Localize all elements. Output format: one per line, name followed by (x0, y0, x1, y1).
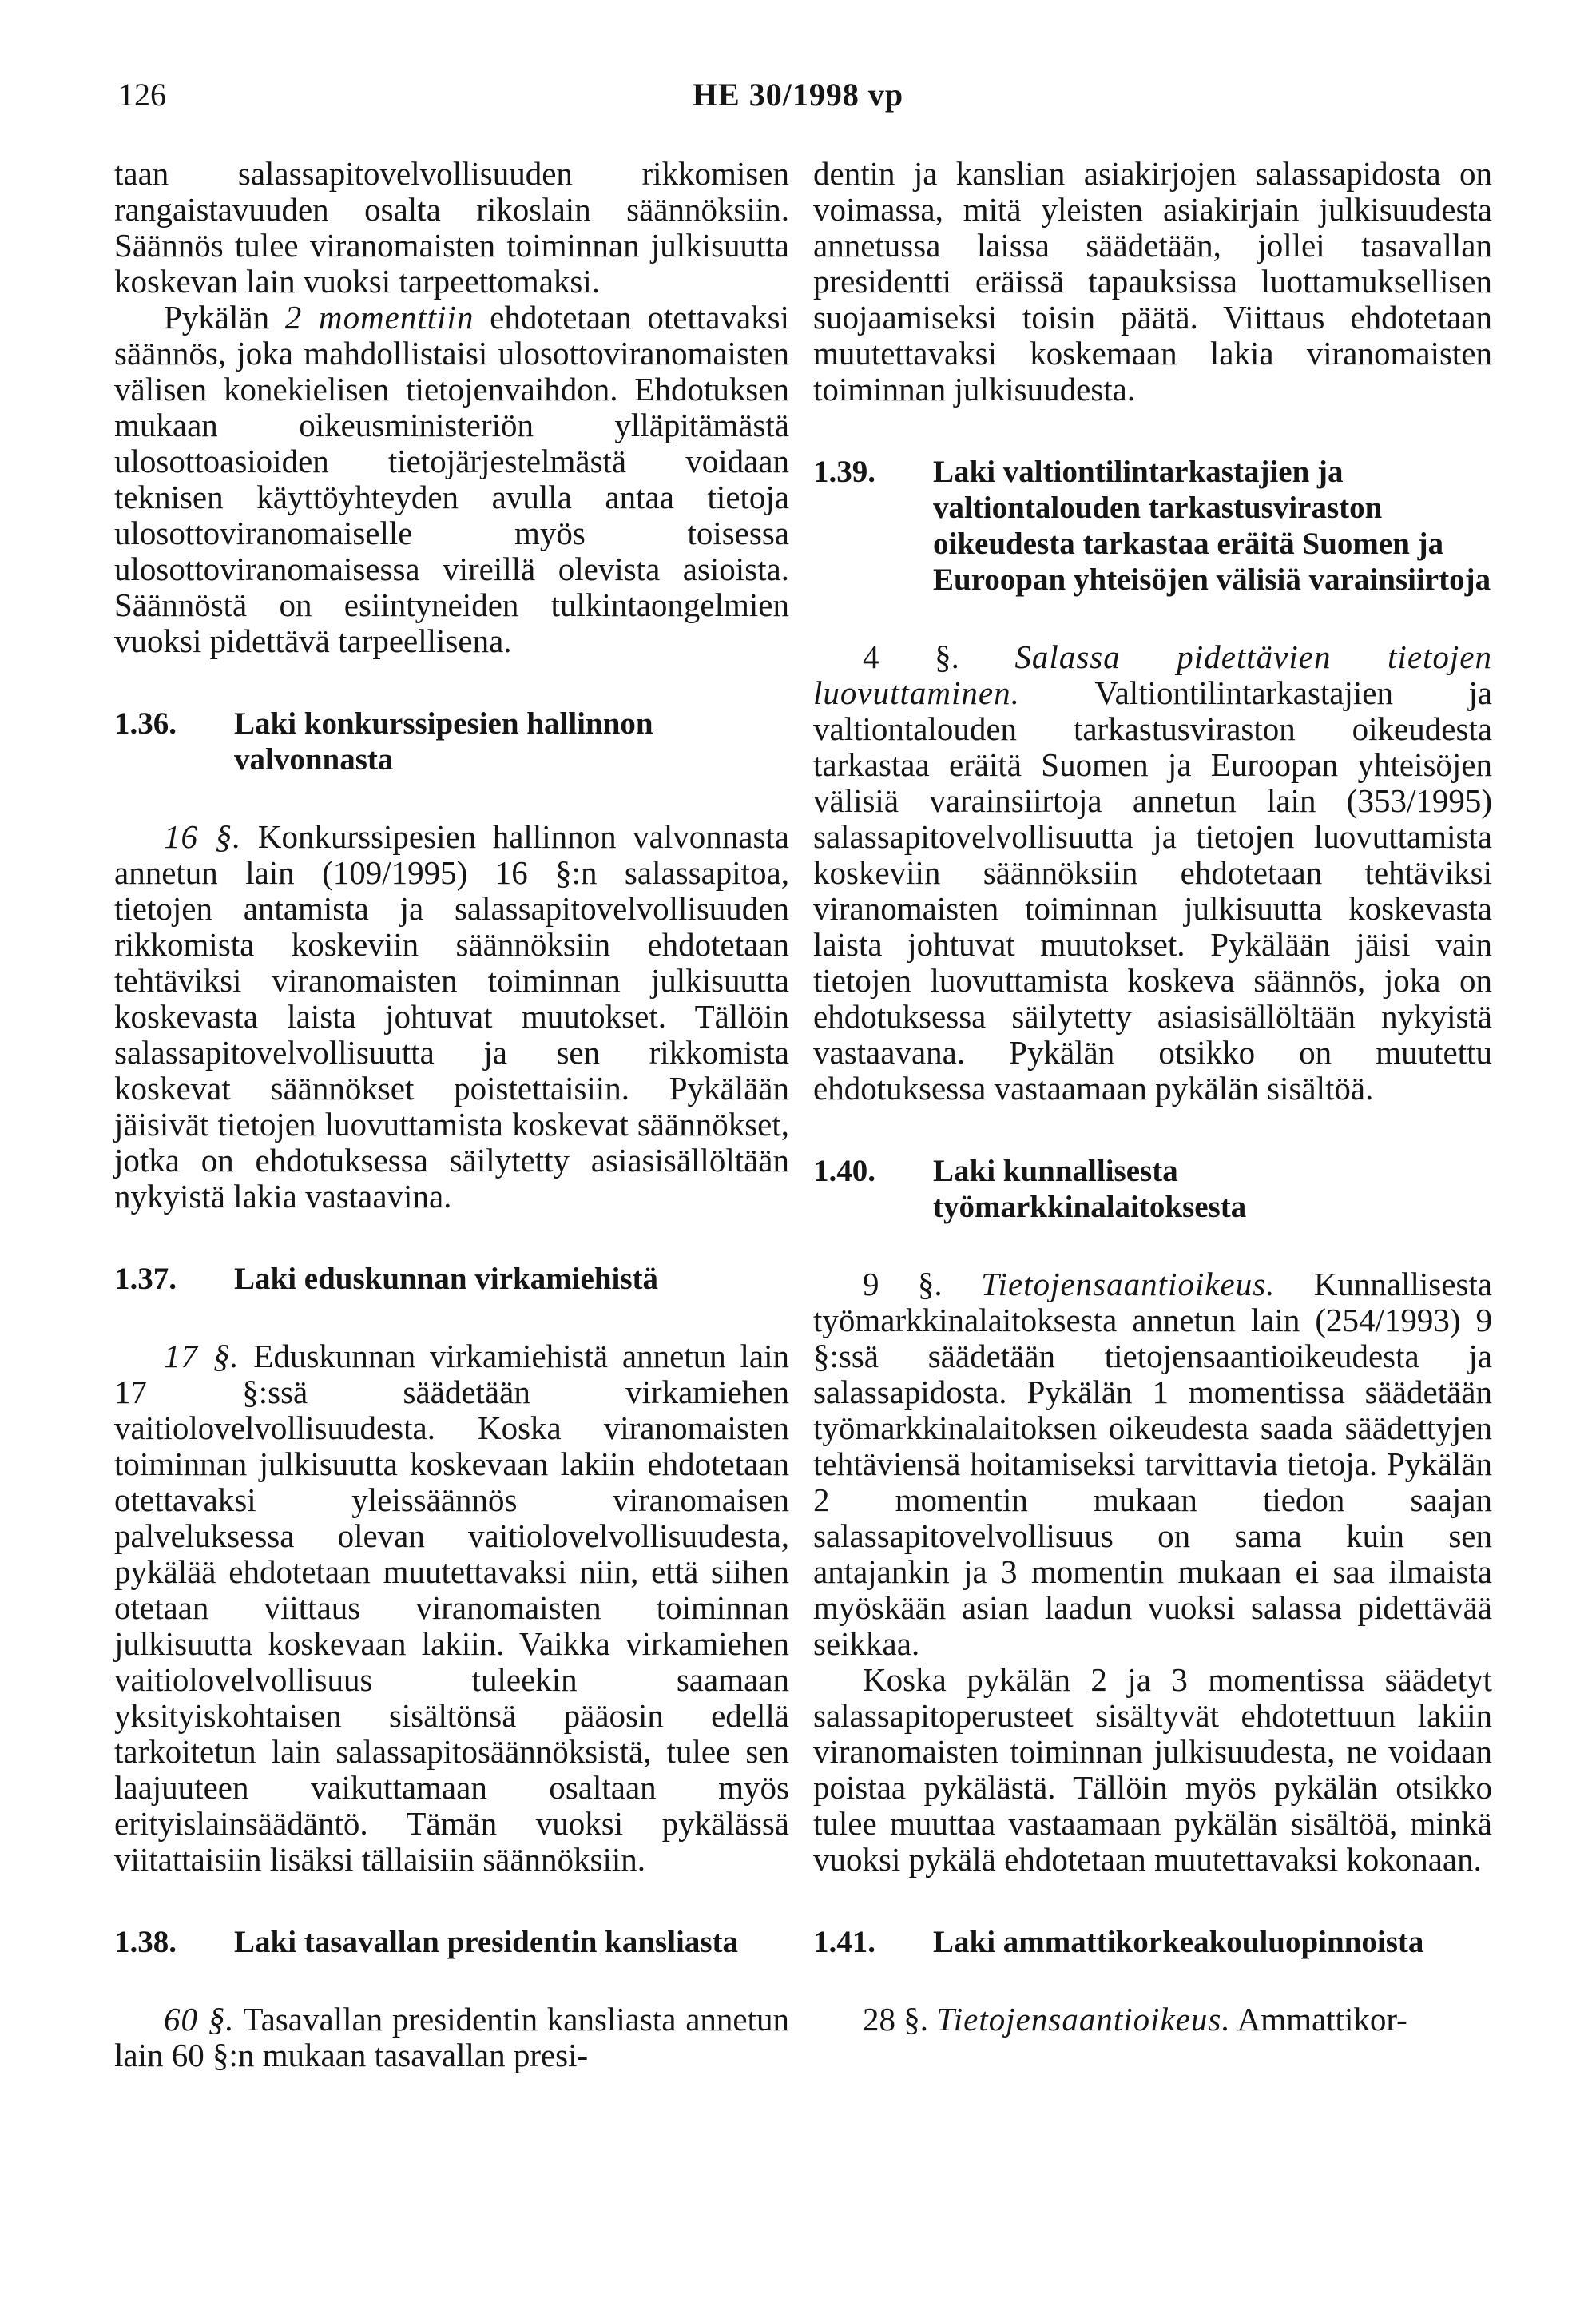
section-title: Laki ammattikorkeakouluopinnoista (933, 1925, 1424, 1959)
paragraph: 4 §. Salassa pidettävien tietojen luovuttaminen. Valtiontilintarkastajien ja valtiontalouden tarkastusviraston oikeudesta tarkastaa eräitä Suomen ja Euroopan yhteisöjen välisiä varainsiirtoja annetun lain (353/1995) salassapitovelvollisuutta ja tietojen luovuttamista koskeviin säännöksiin ehdotetaan tehtäviksi viranomaisten toiminnan julkisuutta koskevasta laista johtuvat muutokset. Pykälään jäisi vain tietojen luovuttamista koskeva säännös, joka on ehdotuksessa säilytetty asiasisällöltään nykyistä vastaavana. Pykälän otsikko on muutettu ehdotuksessa vastaamaan pykälän sisältöä. (813, 638, 1493, 1107)
document-id: HE 30/1998 vp (692, 77, 904, 113)
section-heading-1-38 (114, 1924, 789, 1960)
section-heading-1-40 (813, 1153, 1492, 1225)
section-number: 1.41. (813, 1925, 875, 1959)
paragraph: Koska pykälän 2 ja 3 momentissa säädetyt salassapitoperusteet sisältyvät ehdotettuun lakiin viranomaisten toiminnan julkisuudesta, ne voidaan poistaa pykälästä. Tällöin myös pykälän otsikko tulee muuttaa vastaamaan pykälän sisältöä, minkä vuoksi pykälä ehdotetaan muutettavaksi kokonaan. (813, 1661, 1492, 1878)
section-title: Laki eduskunnan virkamiehistä (234, 1262, 659, 1296)
page-header (0, 75, 1596, 115)
paragraph: dentin ja kanslian asiakirjojen salassapidosta on voimassa, mitä yleisten asiakirjain julkisuudesta annetussa laissa säädetään, jollei tasavallan presidentti eräissä tapauksissa luottamuksellisen suojaamiseksi toisin päätä. Viittaus ehdotetaan muutettavaksi koskemaan lakia viranomaisten toiminnan julkisuudesta. (813, 155, 1492, 408)
section-heading-1-39 (813, 454, 1492, 598)
section-number: 1.37. (114, 1262, 177, 1296)
paragraph: 60 §. Tasavallan presidentin kansliasta annetun lain 60 §:n mukaan tasavallan presi- (114, 2001, 789, 2073)
page-number: 126 (118, 77, 166, 113)
left-column (114, 156, 789, 2073)
section-heading-1-37 (114, 1261, 789, 1297)
section-number: 1.39. (813, 455, 875, 489)
section-title: Laki valtiontilintarkastajien ja valtiontalouden tarkastusviraston oikeudesta tarkastaa eräitä Suomen ja Euroopan yhteisöjen välisiä varainsiirtoja (933, 455, 1491, 597)
paragraph: Pykälän 2 momenttiin ehdotetaan otettavaksi säännös, joka mahdollistaisi ulosottoviranomaisten välisen konekielisen tietojenvaihdon. Ehdotuksen mukaan oikeusministeriön ylläpitämästä ulosottoasioiden tietojärjestelmästä voidaan teknisen käyttöyhteyden avulla antaa tietoja ulosottoviranomaiselle myös toisessa ulosottoviranomaisessa vireillä olevista asioista. Säännöstä on esiintyneiden tulkintaongelmien vuoksi pidettävä tarpeellisena. (114, 299, 790, 659)
section-heading-1-41 (813, 1924, 1492, 1960)
section-title: Laki kunnallisesta työmarkkinalaitoksesta (933, 1154, 1247, 1224)
paragraph: 9 §. Tietojensaantioikeus. Kunnallisesta työmarkkinalaitoksesta annetun lain (254/1993) 9 §:ssä säädetään tietojensaantioikeudesta ja salassapidosta. Pykälän 1 momentissa säädetään työmarkkinalaitoksen oikeudesta saada säädettyjen tehtäviensä hoitamiseksi tarvittavia tietoja. Pykälän 2 momentin mukaan tiedon saajan salassapitovelvollisuus on sama kuin sen antajankin ja 3 momentin mukaan ei saa ilmaista myöskään asian laadun vuoksi salassa pidettävää seikkaa. (813, 1266, 1492, 1662)
section-number: 1.36. (114, 706, 177, 741)
section-title: Laki tasavallan presidentin kansliasta (234, 1925, 739, 1959)
paragraph: 28 §. Tietojensaantioikeus. Ammattikor- (863, 2001, 1407, 2038)
paragraph: 16 §. Konkurssipesien hallinnon valvonnasta annetun lain (109/1995) 16 §:n salassapitoa, tietojen antamista ja salassapitovelvollisuuden rikkomista koskeviin säännöksiin ehdotetaan tehtäviksi viranomaisten toiminnan julkisuutta koskevasta laista johtuvat muutokset. Tällöin salassapitovelvollisuutta ja sen rikkomista koskevat säännökset poistettaisiin. Pykälään jäisivät tietojen luovuttamista koskevat säännökset, jotka on ehdotuksessa säilytetty asiasisällöltään nykyistä lakia vastaavina. (114, 818, 789, 1215)
section-number: 1.40. (813, 1154, 875, 1188)
section-heading-1-36 (114, 706, 789, 777)
section-title: Laki konkurssipesien hallinnon valvonnasta (234, 706, 653, 777)
section-number: 1.38. (114, 1925, 177, 1959)
paragraph: 17 §. Eduskunnan virkamiehistä annetun lain 17 §:ssä säädetään virkamiehen vaitiolovelvollisuudesta. Koska viranomaisten toiminnan julkisuutta koskevaan lakiin ehdotetaan otettavaksi yleissäännös viranomaisen palveluksessa olevan vaitiolovelvollisuudesta, pykälää ehdotetaan muutettavaksi niin, että siihen otetaan viittaus viranomaisten toiminnan julkisuutta koskevaan lakiin. Vaikka virkamiehen vaitiolovelvollisuus tuleekin saamaan yksityiskohtaisen sisältönsä pääosin edellä tarkoitetun lain salassapitosäännöksistä, tulee sen laajuuteen vaikuttamaan osaltaan myös erityislainsäädäntö. Tämän vuoksi pykälässä viitattaisiin lisäksi tällaisiin säännöksiin. (114, 1338, 790, 1878)
right-column (813, 156, 1492, 2038)
paragraph: taan salassapitovelvollisuuden rikkomisen rangaistavuuden osalta rikoslain säännöksiin. Säännös tulee viranomaisten toiminnan julkisuutta koskevan lain vuoksi tarpeettomaksi. (114, 155, 789, 300)
